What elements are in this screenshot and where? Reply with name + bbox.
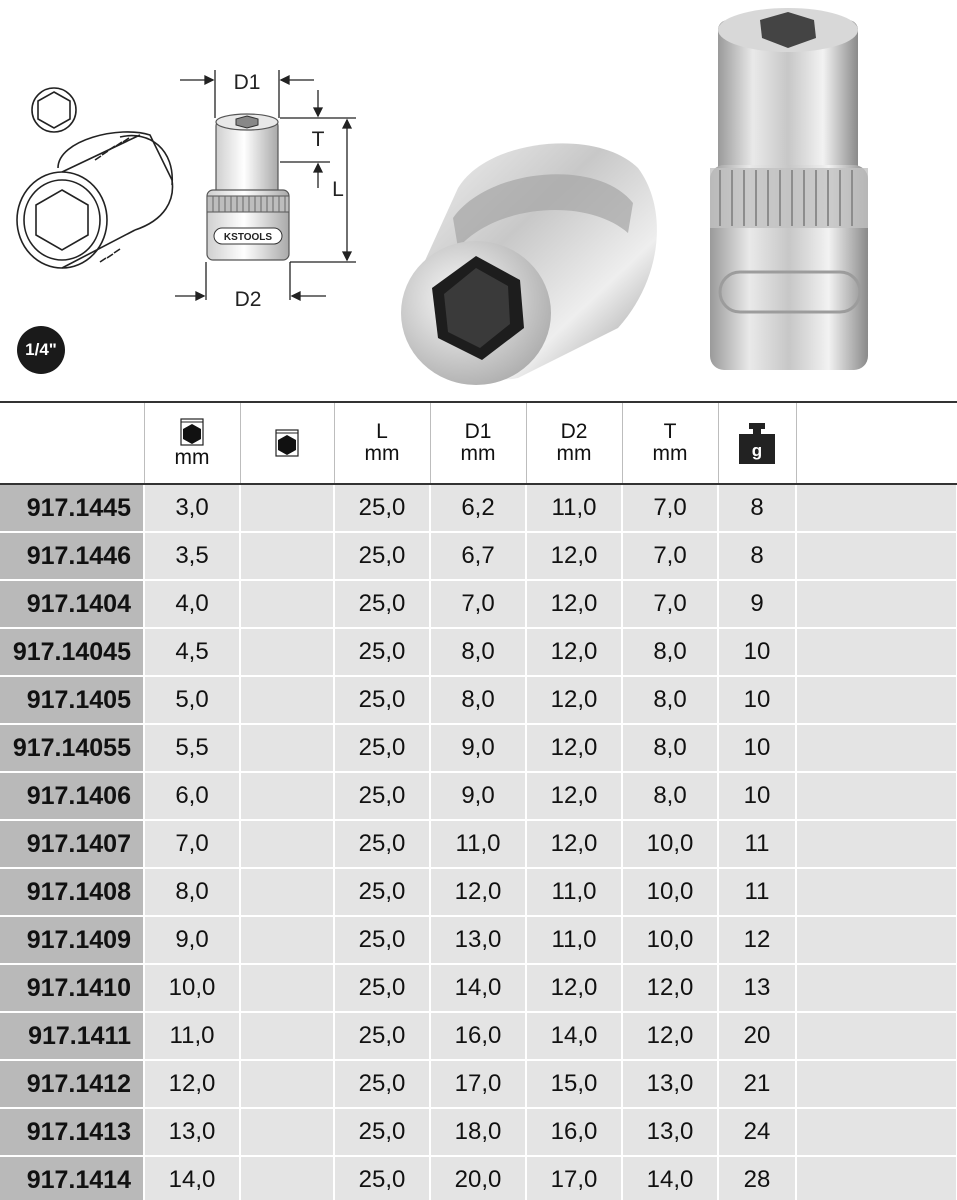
cell-d1: 12,0: [430, 868, 526, 916]
cell-t: 8,0: [622, 676, 718, 724]
cell-l: 25,0: [334, 580, 430, 628]
cell-article: 917.14055: [0, 724, 144, 772]
cell-weight: 10: [718, 628, 796, 676]
cell-t: 12,0: [622, 1012, 718, 1060]
cell-article: 917.1446: [0, 532, 144, 580]
table-row: [0, 916, 957, 964]
cell-d2: 12,0: [526, 964, 622, 1012]
cell-d2: 11,0: [526, 868, 622, 916]
header-length-unit: mm: [364, 442, 400, 465]
brand-logo-text: KSTOOLS: [223, 232, 273, 243]
header-d2-label: D2: [560, 420, 588, 443]
cell-t: 7,0: [622, 484, 718, 532]
cell-l: 25,0: [334, 532, 430, 580]
cell-article: 917.1409: [0, 916, 144, 964]
cell-hex: [240, 964, 334, 1012]
cell-size: 8,0: [144, 868, 240, 916]
cell-d2: 11,0: [526, 484, 622, 532]
cell-d1: 20,0: [430, 1156, 526, 1200]
table-row: [0, 532, 957, 580]
product-illustration-area: [0, 0, 957, 398]
cell-d2: 12,0: [526, 772, 622, 820]
cell-l: 25,0: [334, 820, 430, 868]
cell-d1: 18,0: [430, 1108, 526, 1156]
t-dimension-label: T: [311, 128, 325, 151]
cell-t: 10,0: [622, 916, 718, 964]
table-row: [0, 772, 957, 820]
header-article: [0, 402, 144, 484]
header-t-unit: mm: [652, 442, 688, 465]
weight-icon: [736, 421, 778, 465]
cell-size: 11,0: [144, 1012, 240, 1060]
hex-outline-icon: [32, 88, 76, 132]
cell-d1: 14,0: [430, 964, 526, 1012]
cell-d2: 12,0: [526, 628, 622, 676]
header-d1-label: D1: [464, 420, 492, 443]
cell-hex: [240, 628, 334, 676]
cell-extra: [796, 1060, 957, 1108]
cell-hex: [240, 1012, 334, 1060]
cell-weight: 24: [718, 1108, 796, 1156]
table-row: [0, 820, 957, 868]
cell-weight: 10: [718, 724, 796, 772]
table-row: [0, 484, 957, 532]
cell-article: 917.1411: [0, 1012, 144, 1060]
table-row: [0, 1060, 957, 1108]
socket-side-view: [207, 114, 289, 260]
cell-hex: [240, 868, 334, 916]
socket-perspective-drawing: [17, 132, 173, 268]
cell-extra: [796, 532, 957, 580]
socket-photo-front: [398, 128, 668, 398]
header-length-label: L: [376, 420, 388, 443]
cell-hex: [240, 676, 334, 724]
cell-size: 4,5: [144, 628, 240, 676]
cell-weight: 13: [718, 964, 796, 1012]
cell-weight: 9: [718, 580, 796, 628]
cell-weight: 10: [718, 772, 796, 820]
cell-hex: [240, 1156, 334, 1200]
cell-extra: [796, 628, 957, 676]
cell-article: 917.1406: [0, 772, 144, 820]
header-d1: [430, 402, 526, 484]
cell-extra: [796, 820, 957, 868]
cell-extra: [796, 724, 957, 772]
header-d1-unit: mm: [460, 442, 496, 465]
cell-weight: 28: [718, 1156, 796, 1200]
cell-l: 25,0: [334, 1012, 430, 1060]
cell-size: 14,0: [144, 1156, 240, 1200]
cell-t: 8,0: [622, 772, 718, 820]
cell-l: 25,0: [334, 1060, 430, 1108]
cell-d2: 12,0: [526, 724, 622, 772]
header-size-unit: mm: [174, 446, 210, 469]
weight-icon-label: g: [751, 441, 763, 460]
table-row: [0, 724, 957, 772]
socket-dimension-diagram: [0, 0, 370, 330]
cell-article: 917.1410: [0, 964, 144, 1012]
cell-article: 917.1412: [0, 1060, 144, 1108]
cell-t: 10,0: [622, 820, 718, 868]
cell-l: 25,0: [334, 628, 430, 676]
cell-d1: 16,0: [430, 1012, 526, 1060]
cell-weight: 8: [718, 532, 796, 580]
cell-size: 3,0: [144, 484, 240, 532]
cell-l: 25,0: [334, 724, 430, 772]
cell-d1: 7,0: [430, 580, 526, 628]
cell-t: 8,0: [622, 724, 718, 772]
cell-t: 8,0: [622, 628, 718, 676]
cell-d2: 15,0: [526, 1060, 622, 1108]
cell-t: 13,0: [622, 1108, 718, 1156]
cell-d1: 9,0: [430, 724, 526, 772]
table-row: [0, 1012, 957, 1060]
cell-d1: 8,0: [430, 676, 526, 724]
cell-article: 917.1407: [0, 820, 144, 868]
hex-socket-icon: [272, 428, 302, 458]
cell-hex: [240, 724, 334, 772]
header-t-label: T: [663, 420, 677, 443]
cell-size: 13,0: [144, 1108, 240, 1156]
cell-size: 5,5: [144, 724, 240, 772]
cell-d1: 6,2: [430, 484, 526, 532]
cell-l: 25,0: [334, 1108, 430, 1156]
cell-d2: 12,0: [526, 532, 622, 580]
cell-d2: 12,0: [526, 676, 622, 724]
cell-t: 7,0: [622, 532, 718, 580]
header-hex: [240, 402, 334, 484]
cell-t: 7,0: [622, 580, 718, 628]
cell-weight: 11: [718, 868, 796, 916]
table-row: [0, 1156, 957, 1200]
cell-d1: 9,0: [430, 772, 526, 820]
d2-dimension-label: D2: [234, 288, 262, 311]
cell-hex: [240, 1108, 334, 1156]
header-extra: [796, 402, 957, 484]
cell-hex: [240, 580, 334, 628]
table-header-row: [0, 402, 957, 484]
cell-l: 25,0: [334, 868, 430, 916]
cell-d1: 17,0: [430, 1060, 526, 1108]
cell-l: 25,0: [334, 772, 430, 820]
cell-size: 7,0: [144, 820, 240, 868]
cell-t: 13,0: [622, 1060, 718, 1108]
cell-extra: [796, 1156, 957, 1200]
cell-size: 10,0: [144, 964, 240, 1012]
cell-d2: 12,0: [526, 820, 622, 868]
cell-d1: 13,0: [430, 916, 526, 964]
table-row: [0, 964, 957, 1012]
cell-weight: 11: [718, 820, 796, 868]
table-row: [0, 868, 957, 916]
cell-weight: 8: [718, 484, 796, 532]
cell-article: 917.1414: [0, 1156, 144, 1200]
cell-size: 12,0: [144, 1060, 240, 1108]
cell-d2: 11,0: [526, 916, 622, 964]
cell-hex: [240, 1060, 334, 1108]
cell-l: 25,0: [334, 484, 430, 532]
cell-extra: [796, 1012, 957, 1060]
cell-t: 14,0: [622, 1156, 718, 1200]
cell-l: 25,0: [334, 916, 430, 964]
cell-d2: 14,0: [526, 1012, 622, 1060]
cell-d1: 8,0: [430, 628, 526, 676]
cell-size: 5,0: [144, 676, 240, 724]
cell-weight: 12: [718, 916, 796, 964]
header-d2: [526, 402, 622, 484]
cell-t: 10,0: [622, 868, 718, 916]
cell-weight: 21: [718, 1060, 796, 1108]
cell-size: 6,0: [144, 772, 240, 820]
cell-extra: [796, 580, 957, 628]
cell-t: 12,0: [622, 964, 718, 1012]
table-row: [0, 1108, 957, 1156]
header-length: [334, 402, 430, 484]
cell-extra: [796, 916, 957, 964]
drive-size-badge: 1/4": [17, 326, 65, 374]
cell-hex: [240, 820, 334, 868]
cell-d2: 16,0: [526, 1108, 622, 1156]
cell-l: 25,0: [334, 964, 430, 1012]
cell-size: 4,0: [144, 580, 240, 628]
header-size: [144, 402, 240, 484]
socket-spec-table: [0, 401, 957, 1200]
cell-article: 917.1408: [0, 868, 144, 916]
socket-photo-side: [704, 0, 874, 385]
cell-extra: [796, 964, 957, 1012]
cell-extra: [796, 772, 957, 820]
cell-hex: [240, 772, 334, 820]
cell-l: 25,0: [334, 1156, 430, 1200]
cell-article: 917.1413: [0, 1108, 144, 1156]
d1-dimension-label: D1: [233, 71, 261, 94]
cell-d2: 17,0: [526, 1156, 622, 1200]
cell-weight: 10: [718, 676, 796, 724]
cell-article: 917.14045: [0, 628, 144, 676]
cell-d1: 6,7: [430, 532, 526, 580]
cell-weight: 20: [718, 1012, 796, 1060]
cell-article: 917.1445: [0, 484, 144, 532]
cell-size: 9,0: [144, 916, 240, 964]
cell-extra: [796, 868, 957, 916]
cell-article: 917.1404: [0, 580, 144, 628]
cell-article: 917.1405: [0, 676, 144, 724]
header-d2-unit: mm: [556, 442, 592, 465]
table-row: [0, 580, 957, 628]
cell-extra: [796, 1108, 957, 1156]
cell-hex: [240, 916, 334, 964]
cell-d1: 11,0: [430, 820, 526, 868]
table-row: [0, 676, 957, 724]
cell-hex: [240, 484, 334, 532]
l-dimension-label: L: [332, 178, 344, 201]
cell-d2: 12,0: [526, 580, 622, 628]
hex-across-flats-icon: [177, 417, 207, 447]
cell-l: 25,0: [334, 676, 430, 724]
cell-size: 3,5: [144, 532, 240, 580]
cell-extra: [796, 676, 957, 724]
header-weight: [718, 402, 796, 484]
table-row: [0, 628, 957, 676]
cell-extra: [796, 484, 957, 532]
cell-hex: [240, 532, 334, 580]
header-t: [622, 402, 718, 484]
